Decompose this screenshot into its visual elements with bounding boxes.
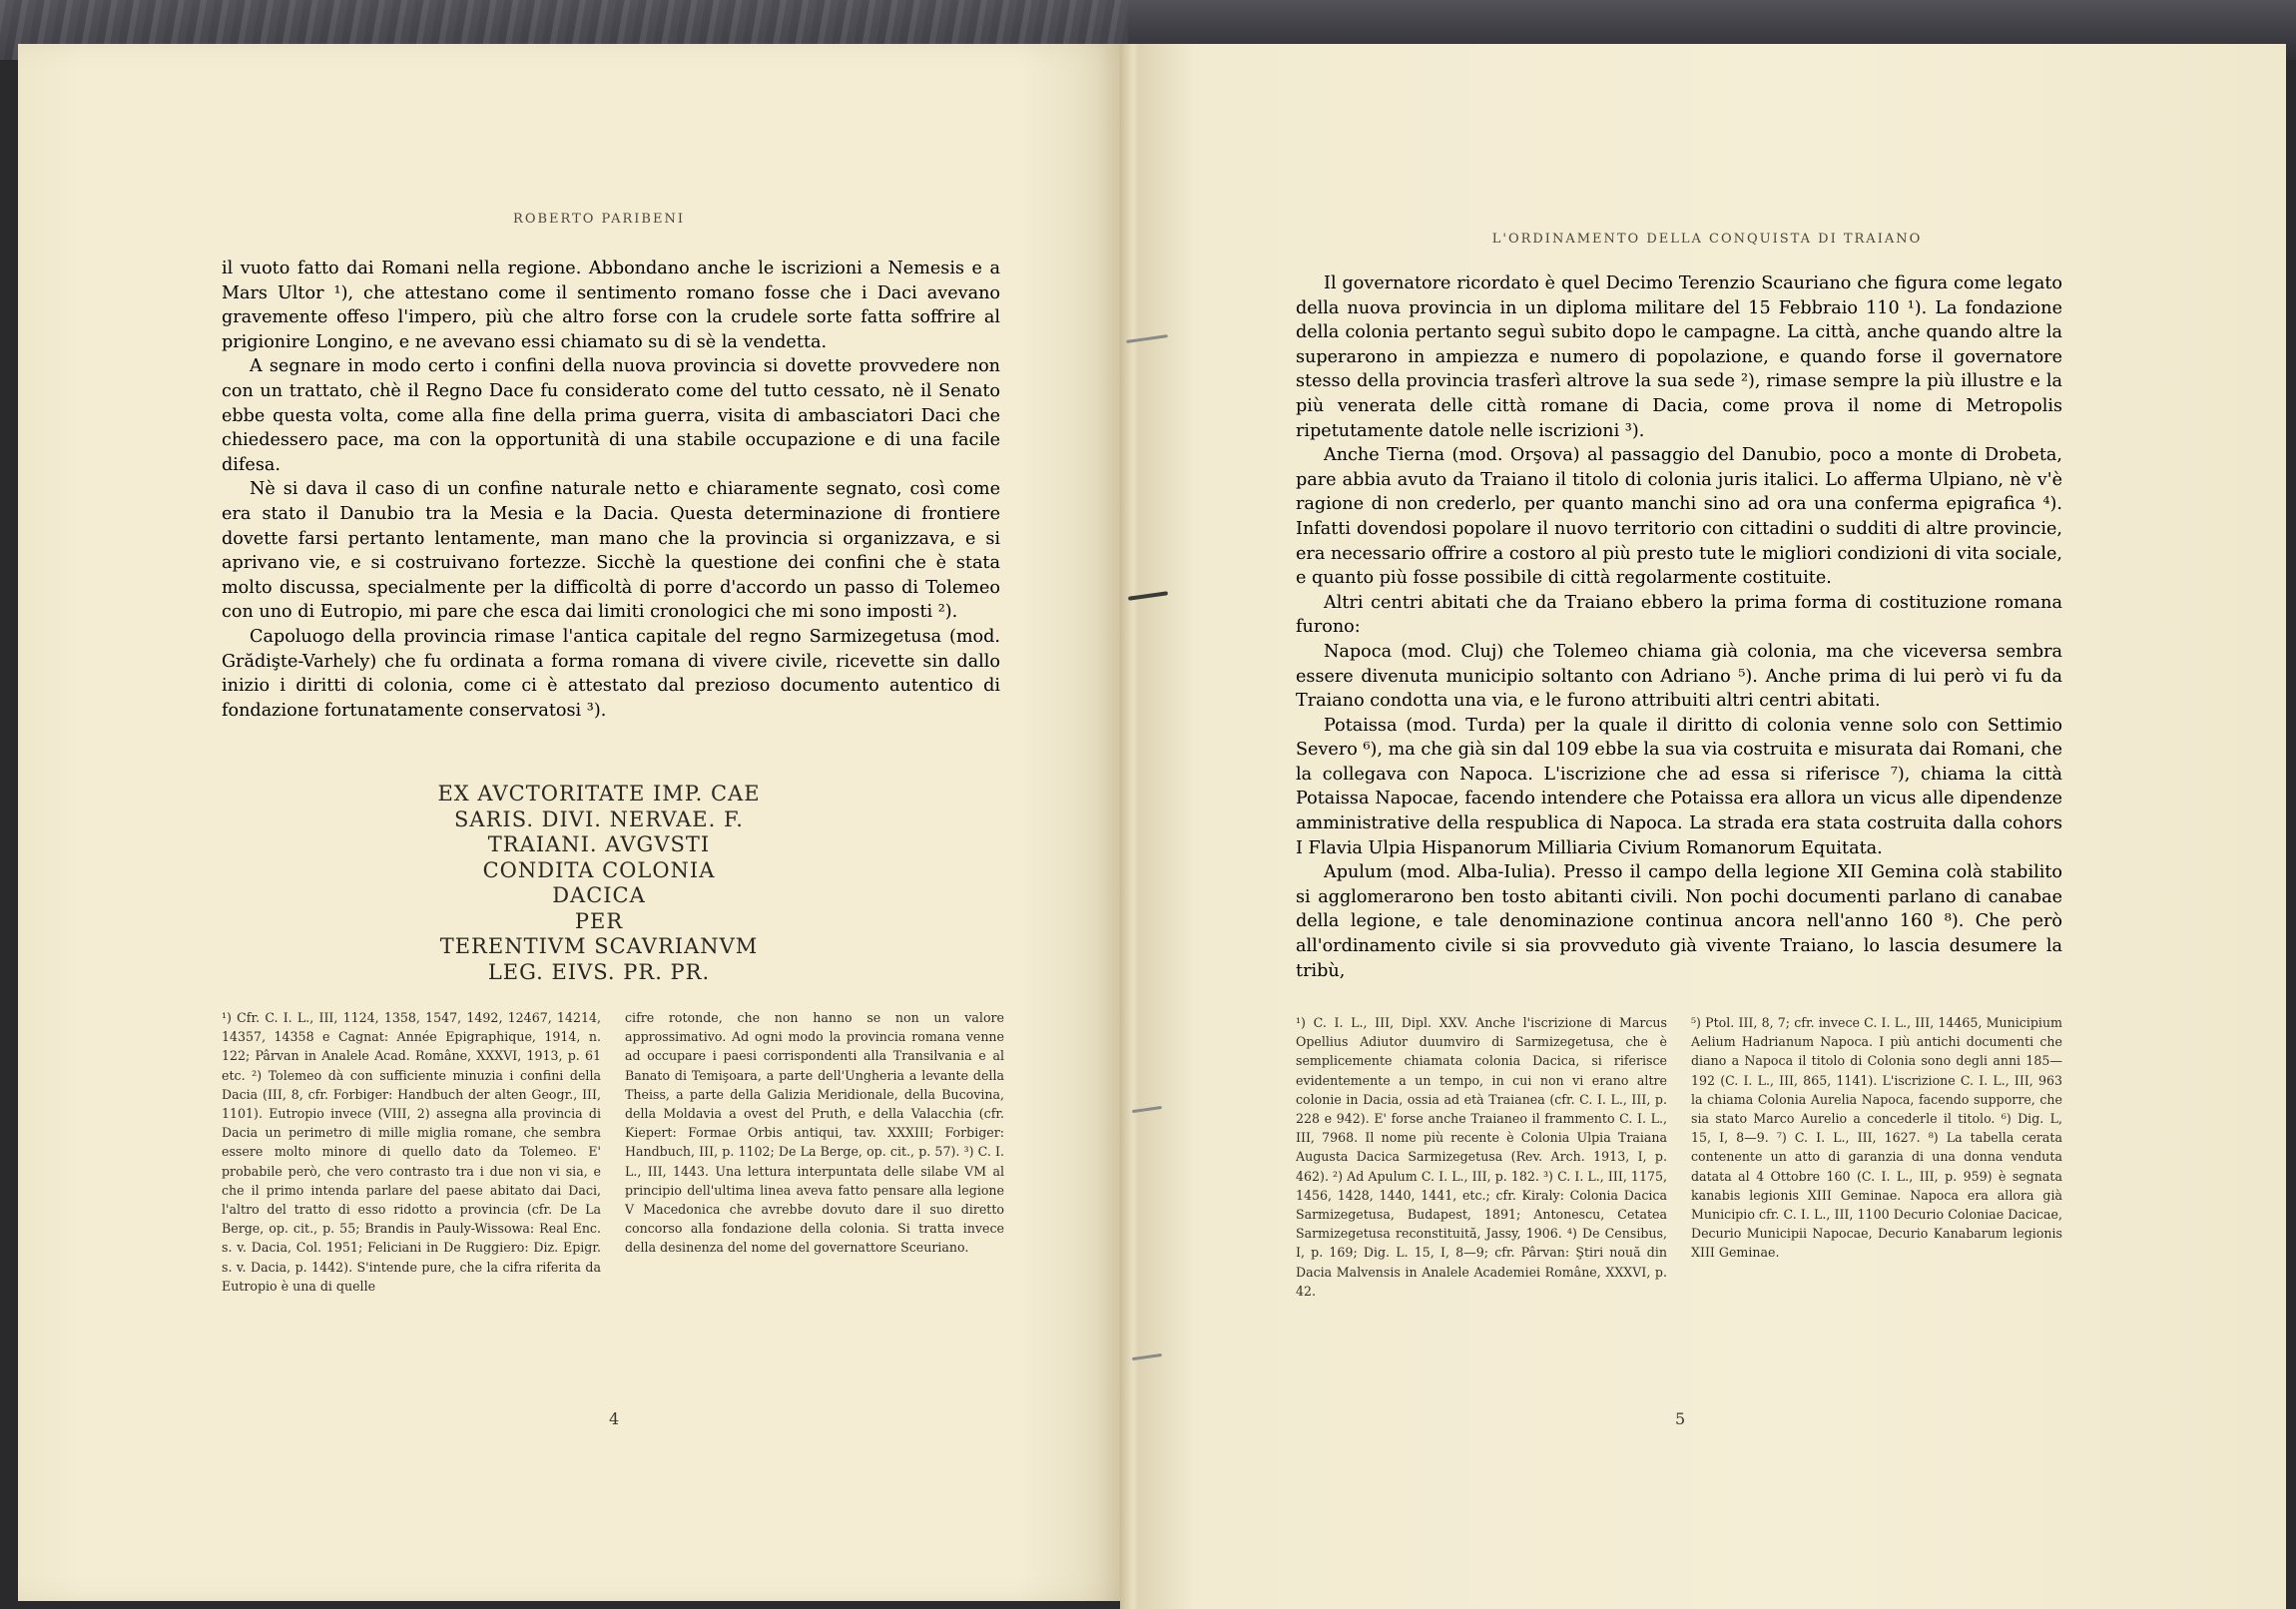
right-footnote-text-2: ⁵) Ptol. III, 8, 7; cfr. invece C. I. L., III, 14465, Municipium Aelium Hadrianum Napoca. I più antichi documenti che diano a Napoca il titolo di Colonia sono degli anni 185—192 (C. I. L., III, 865, 1141). L'iscrizione C. I. L., III, 963 la chiama Colonia Aurelia Napoca, facendo supporre, che sia stato Marco Aurelio a concederle il titolo. ⁶) Dig. L, 15, I, 8—9. ⁷) C. I. L., III, 1627. ⁸) La tabella cerata contenente un atto di garanzia di una donna venduta datata al 4 Ottobre 160 (C. I. L., III, p. 959) è segnata kanabis legionis XIII Geminae. Napoca era allora già Municipio cfr. C. I. L., III, 1100 Decurio Coloniae Dacicae, Decurio Municipii Napocae, Decurio Kanabarum legionis XIII Geminae. [1691, 1015, 2062, 1261]
right-paragraph-5: Potaissa (mod. Turda) per la quale il diritto di colonia venne solo con Settimio Severo ⁶), ma che già sin dal 109 ebbe la sua via costruita e misurata dai Romani, che la collegava con Napoca. L'iscrizione che ad essa si riferisce ⁷), chiama la città Potaissa Napocae, facendo intendere che Potaissa era allora un vicus alle dipendenze amministrative della respublica di Napoca. La strada era stata costruita dalla cohors I Flavia Ulpia Hispanorum Milliaria Civium Romanorum Equitata. [1296, 715, 2062, 858]
left-footnote-text-2: cifre rotonde, che non hanno se non un valore approssimativo. Ad ogni modo la provincia romana venne ad occupare i paesi corrispondenti alla Transilvania e al Banato di Temişoara, a parte dell'Ungheria a levante della Theiss, a parte della Galizia Meridionale, della Bucovina, della Moldavia a ovest del Pruth, e della Valacchia (cfr. Kiepert: Formae Orbis antiqui, tav. XXXIII; Forbiger: Handbuch, III, p. 1102; De La Berge, op. cit., p. 57). ³) C. I. L., III, 1443. Una lettura interpuntata delle silabe VM al principio dell'ultima linea aveva fatto pensare alla legione V Macedonica che avrebbe dovuto dare il suo diretto concorso alla fondazione della colonia. Si tratta invece della desinenza del nome del governattore Sceuriano. [625, 1010, 1004, 1256]
left-paragraph-4: Capoluogo della provincia rimase l'antica capitale del regno Sarmizegetusa (mod. Grădişte-Varhely) che fu ordinata a forma romana di vivere civile, ricevette sin dallo inizio i diritti di colonia, come ci è attestato dal prezioso documento autentico di fondazione fortunatamente conservatosi ³). [222, 626, 1000, 721]
inscription-line-8: LEG. EIVS. PR. PR. [487, 959, 711, 984]
inscription-line-3: TRAIANI. AVGVSTI [487, 832, 711, 856]
right-footnotes-col-1 [1296, 1013, 1667, 1301]
left-paragraph-3: Nè si dava il caso di un confine naturale netto e chiaramente segnato, così come era stato il Danubio tra la Mesia e la Dacia. Questa determinazione di frontiere dovette farsi pertanto lentamente, man mano che la provincia si organizzava, e si aprivano vie, e si costruivano fortezze. Sicchè la questione dei confini che è stata molto discussa, specialmente per la difficoltà di porre d'accordo un passo di Tolemeo con uno di Eutropio, mi pare che esca dai limiti cronologici che mi sono imposti ²). [222, 479, 1000, 623]
right-footnotes-col-2 [1691, 1013, 2062, 1263]
inscription-block [399, 782, 799, 985]
inscription-line-2: SARIS. DIVI. NERVAE. F. [454, 806, 744, 831]
left-running-head: ROBERTO PARIBENI [513, 212, 685, 227]
left-page-number: 4 [609, 1409, 620, 1428]
right-paragraph-3: Altri centri abitati che da Traiano ebbero la prima forma di costituzione romana furono: [1296, 592, 2062, 638]
right-paragraph-2: Anche Tierna (mod. Orşova) al passaggio del Danubio, poco a monte di Drobeta, pare abbia avuto da Traiano il titolo di colonia juris italici. Lo afferma Ulpiano, nè v'è ragione di non crederlo, per quanto manchi sino ad ora una conferma epigrafica ⁴). Infatti dovendosi popolare il nuovo territorio con cittadini o sudditi di altre provincie, era necessario offrire a costoro al più presto tute le migliori condizioni di vita sociale, e quanto più fosse possibile di città regolarmente costituite. [1296, 445, 2062, 589]
right-body-text [1296, 271, 2062, 983]
left-footnotes-col-2 [625, 1008, 1004, 1258]
left-paragraph-1: il vuoto fatto dai Romani nella regione. Abbondano anche le iscrizioni a Nemesis e a Mars Ultor ¹), che attestano come il sentimento romano fosse che i Daci avevano gravemente offeso l'impero, più che altro forse con la crudele sorte fatta soffrire al prigionire Longino, e ne avevano essi chiamato su di sè la vendetta. [222, 259, 1000, 352]
right-paragraph-6: Apulum (mod. Alba-Iulia). Presso il campo della legione XII Gemina colà stabilito si agglomerarono ben tosto abitanti civili. Non pochi documenti parlano di canabae della legione, e tale denominazione continua ancora nell'anno 160 ⁸). Che però all'ordinamento civile si sia provveduto già vivente Traiano, lo lascia desumere la tribù, [1296, 862, 2062, 981]
inscription-line-6: PER [574, 908, 624, 933]
left-footnotes-col-1 [222, 1008, 601, 1296]
inscription-line-7: TERENTIVM SCAVRIANVM [439, 934, 759, 958]
left-body-text [222, 257, 1000, 723]
right-running-head: L'ORDINAMENTO DELLA CONQUISTA DI TRAIANO [1491, 232, 1923, 247]
left-paragraph-2: A segnare in modo certo i confini della nuova provincia si dovette provvedere non con un trattato, chè il Regno Dace fu considerato come del tutto cessato, nè il Senato ebbe questa volta, come alla fine della prima guerra, visita di ambasciatori Daci che chiedessero pace, ma con la opportunità di una stabile occupazione e di una facile difesa. [222, 356, 1000, 475]
right-footnote-text-1: ¹) C. I. L., III, Dipl. XXV. Anche l'iscrizione di Marcus Opellius Adiutor duumviro di Sarmizegetusa, che è semplicemente chiamata colonia Dacica, si riferisce evidentemente a un tempo, in cui non vi erano altre colonie in Dacia, ossia ad età Traianea (cfr. C. I. L., III, p. 228 e 942). E' forse anche Traianeo il frammento C. I. L., III, 7968. Il nome più recente è Colonia Ulpia Traiana Augusta Dacica Sarmizegetusa (Rev. Arch. 1913, I, p. 462). ²) Ad Apulum C. I. L., III, p. 182. ³) C. I. L., III, 1175, 1456, 1428, 1440, 1441, etc.; cfr. Kiraly: Colonia Dacica Sarmizegetusa, Budapest, 1891; Antonescu, Cetatea Sarmizegetusa reconstituită, Jassy, 1906. ⁴) De Censibus, I, p. 169; Dig. L. 15, I, 8—9; cfr. Pârvan: Ştiri nouă din Dacia Malvensis in Analele Academiei Române, XXXVI, p. 42. [1296, 1015, 1667, 1299]
inscription-line-5: DACICA [552, 883, 646, 907]
right-paragraph-4: Napoca (mod. Cluj) che Tolemeo chiama già colonia, ma che viceversa sembra essere divenuta municipio soltanto con Adriano ⁵). Anche prima di lui però vi fu da Traiano condotta una via, e le furono attribuiti altri centri abitati. [1296, 641, 2062, 712]
right-page-number: 5 [1675, 1409, 1686, 1428]
right-paragraph-1: Il governatore ricordato è quel Decimo Terenzio Scauriano che figura come legato della nuova provincia in un diploma militare del 15 Febbraio 110 ¹). La fondazione della colonia pertanto seguì subito dopo le campagne. La città, anche quando altre la superarono in ampiezza e numero di popolazione, e quando forse il governatore stesso della provincia trasferì altrove la sua sede ²), rimase sempre la più illustre e la più venerata delle città romane di Dacia, come prova il nome di Metropolis ripetutamente datole nelle iscrizioni ³). [1296, 273, 2062, 441]
left-footnote-text-1: ¹) Cfr. C. I. L., III, 1124, 1358, 1547, 1492, 12467, 14214, 14357, 14358 e Cagnat: Année Epigraphique, 1914, n. 122; Pârvan in Analele Acad. Române, XXXVI, 1913, p. 61 etc. ²) Tolemeo dà con sufficiente minuzia i confini della Dacia (III, 8, cfr. Forbiger: Handbuch der alten Geogr., III, 1101). Eutropio invece (VIII, 2) assegna alla provincia di Dacia un perimetro di mille miglia romane, che sembra essere molto minore di quello dato da Tolemeo. E' probabile però, che vero contrasto tra i due non vi sia, e che il primo intenda parlare del paese abitato dai Daci, l'altro del tratto di esso ridotto a provincia (cfr. De La Berge, op. cit., p. 55; Brandis in Pauly-Wissowa: Real Enc. s. v. Dacia, Col. 1951; Feliciani in De Ruggiero: Diz. Epigr. s. v. Dacia, p. 1442). S'intende pure, che la cifra riferita da Eutropio è una di quelle [222, 1010, 601, 1294]
inscription-line-1: EX AVCTORITATE IMP. CAE [437, 782, 761, 805]
inscription-line-4: CONDITA COLONIA [482, 857, 716, 882]
